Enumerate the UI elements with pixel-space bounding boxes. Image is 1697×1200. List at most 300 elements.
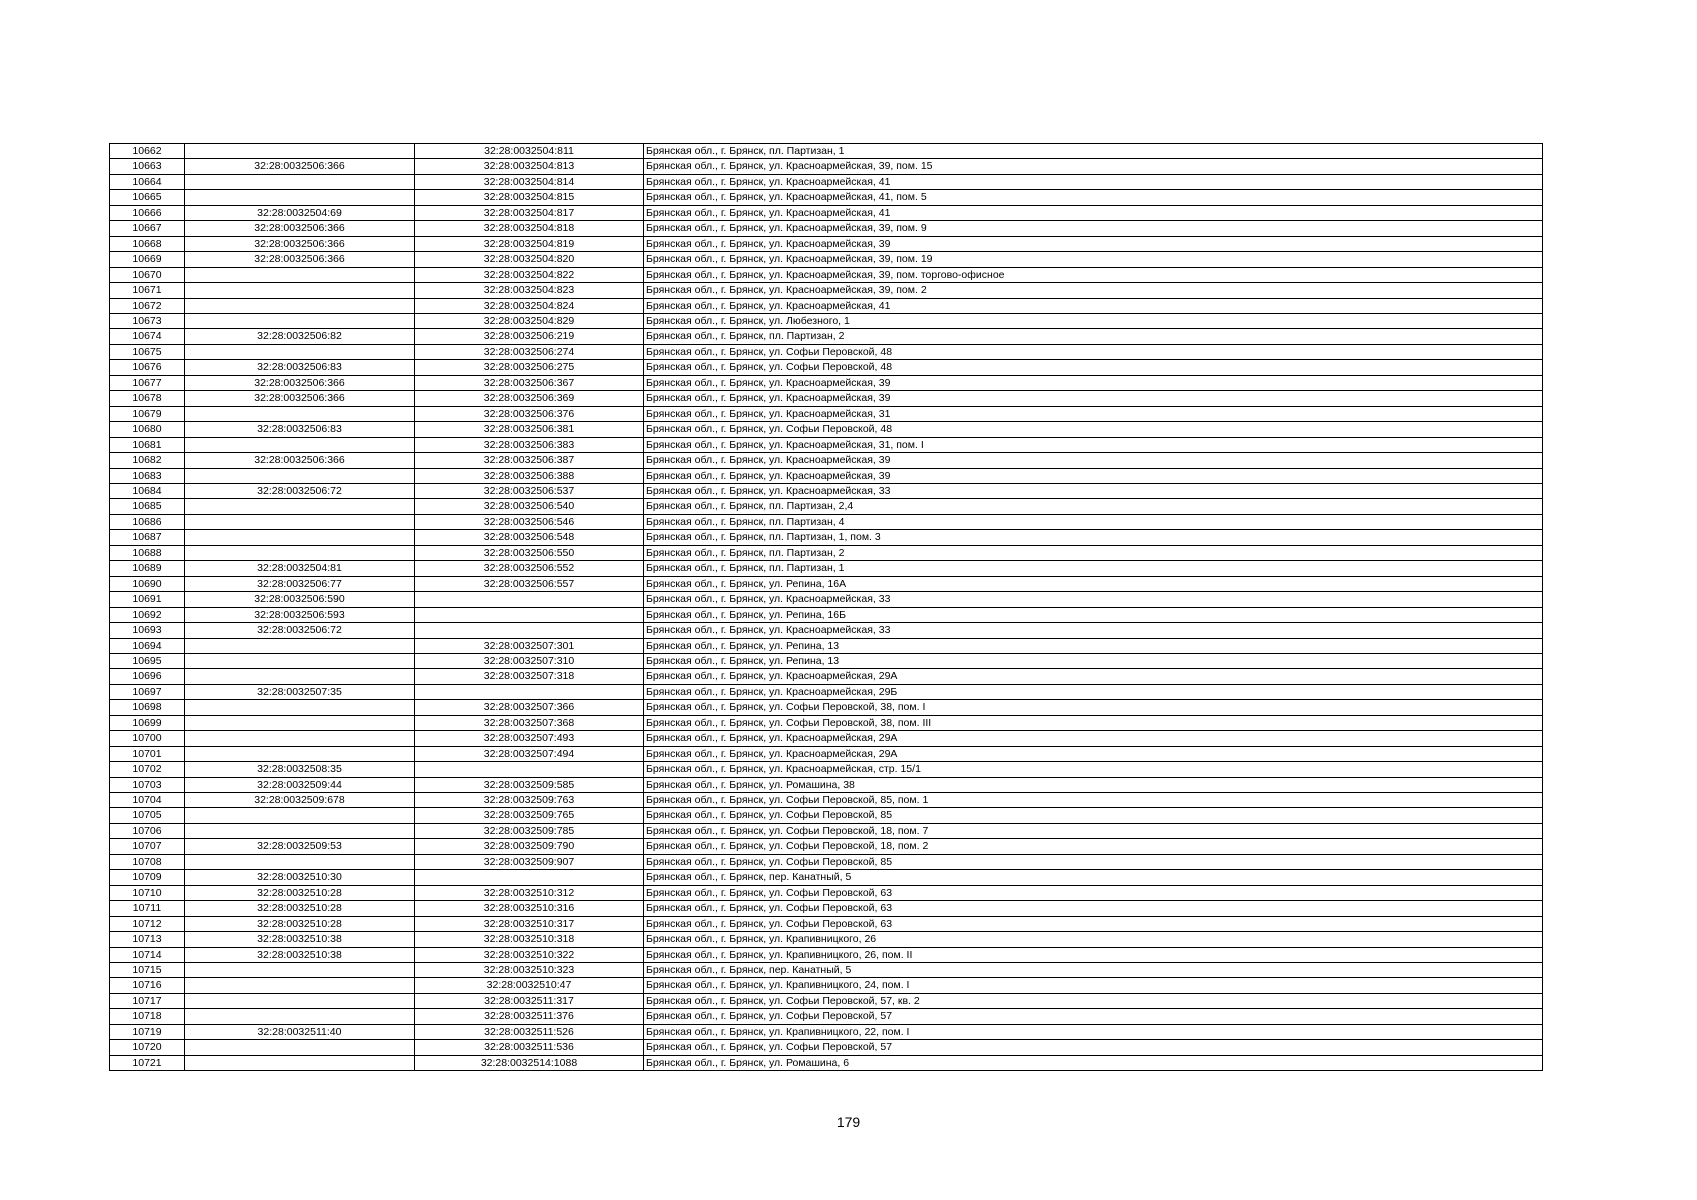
parent-cadastral-cell: 32:28:0032504:81 xyxy=(185,561,415,576)
cadastral-number-cell: 32:28:0032506:383 xyxy=(415,437,644,452)
table-row xyxy=(110,684,1543,699)
table-row xyxy=(110,793,1543,808)
parent-cadastral-cell: 32:28:0032504:69 xyxy=(185,205,415,220)
cadastral-number-cell: 32:28:0032504:815 xyxy=(415,190,644,205)
table-row xyxy=(110,252,1543,267)
cadastral-number-cell: 32:28:0032504:811 xyxy=(415,144,644,159)
cadastral-number-cell: 32:28:0032510:47 xyxy=(415,978,644,993)
address-cell: Брянская обл., г. Брянск, ул. Софьи Перовской, 38, пом. III xyxy=(644,715,1543,730)
address-cell: Брянская обл., г. Брянск, пл. Партизан, 2 xyxy=(644,329,1543,344)
address-cell: Брянская обл., г. Брянск, ул. Красноармейская, 39, пом. 9 xyxy=(644,221,1543,236)
row-number-cell: 10721 xyxy=(110,1055,185,1070)
row-number-cell: 10691 xyxy=(110,592,185,607)
row-number-cell: 10713 xyxy=(110,932,185,947)
table-row xyxy=(110,731,1543,746)
parent-cadastral-cell: 32:28:0032506:83 xyxy=(185,422,415,437)
parent-cadastral-cell: 32:28:0032509:53 xyxy=(185,839,415,854)
address-cell: Брянская обл., г. Брянск, ул. Красноармейская, 31 xyxy=(644,406,1543,421)
cadastral-number-cell: 32:28:0032506:557 xyxy=(415,576,644,591)
table-row xyxy=(110,808,1543,823)
cadastral-number-cell: 32:28:0032509:907 xyxy=(415,854,644,869)
address-cell: Брянская обл., г. Брянск, ул. Красноармейская, 41 xyxy=(644,174,1543,189)
table-row xyxy=(110,623,1543,638)
parent-cadastral-cell: 32:28:0032506:72 xyxy=(185,483,415,498)
row-number-cell: 10667 xyxy=(110,221,185,236)
table-row xyxy=(110,174,1543,189)
cadastral-number-cell: 32:28:0032506:367 xyxy=(415,375,644,390)
cadastral-number-cell: 32:28:0032507:368 xyxy=(415,715,644,730)
cadastral-number-cell: 32:28:0032504:829 xyxy=(415,313,644,328)
row-number-cell: 10692 xyxy=(110,607,185,622)
row-number-cell: 10701 xyxy=(110,746,185,761)
address-cell: Брянская обл., г. Брянск, ул. Красноармейская, 39, пом. торгово-офисное xyxy=(644,267,1543,282)
parent-cadastral-cell xyxy=(185,298,415,313)
row-number-cell: 10686 xyxy=(110,514,185,529)
row-number-cell: 10670 xyxy=(110,267,185,282)
parent-cadastral-cell xyxy=(185,267,415,282)
row-number-cell: 10679 xyxy=(110,406,185,421)
address-cell: Брянская обл., г. Брянск, ул. Репина, 13 xyxy=(644,638,1543,653)
table-row xyxy=(110,329,1543,344)
parent-cadastral-cell: 32:28:0032510:38 xyxy=(185,947,415,962)
table-row xyxy=(110,298,1543,313)
cadastral-number-cell: 32:28:0032504:824 xyxy=(415,298,644,313)
cadastral-number-cell: 32:28:0032507:493 xyxy=(415,731,644,746)
cadastral-number-cell: 32:28:0032509:790 xyxy=(415,839,644,854)
cadastral-number-cell: 32:28:0032504:814 xyxy=(415,174,644,189)
cadastral-number-cell: 32:28:0032506:219 xyxy=(415,329,644,344)
row-number-cell: 10662 xyxy=(110,144,185,159)
parent-cadastral-cell: 32:28:0032506:366 xyxy=(185,221,415,236)
row-number-cell: 10669 xyxy=(110,252,185,267)
table-row xyxy=(110,746,1543,761)
table-row xyxy=(110,963,1543,978)
address-cell: Брянская обл., г. Брянск, пер. Канатный, 5 xyxy=(644,870,1543,885)
cadastral-number-cell: 32:28:0032509:785 xyxy=(415,823,644,838)
row-number-cell: 10698 xyxy=(110,700,185,715)
parent-cadastral-cell xyxy=(185,653,415,668)
table-row xyxy=(110,468,1543,483)
table-row xyxy=(110,669,1543,684)
parent-cadastral-cell: 32:28:0032508:35 xyxy=(185,762,415,777)
row-number-cell: 10664 xyxy=(110,174,185,189)
row-number-cell: 10709 xyxy=(110,870,185,885)
row-number-cell: 10695 xyxy=(110,653,185,668)
parent-cadastral-cell: 32:28:0032506:366 xyxy=(185,159,415,174)
row-number-cell: 10697 xyxy=(110,684,185,699)
table-row xyxy=(110,1040,1543,1055)
parent-cadastral-cell xyxy=(185,823,415,838)
parent-cadastral-cell: 32:28:0032509:678 xyxy=(185,793,415,808)
address-cell: Брянская обл., г. Брянск, ул. Софьи Перовской, 63 xyxy=(644,916,1543,931)
address-cell: Брянская обл., г. Брянск, ул. Софьи Перовской, 85 xyxy=(644,808,1543,823)
row-number-cell: 10672 xyxy=(110,298,185,313)
parent-cadastral-cell: 32:28:0032506:366 xyxy=(185,453,415,468)
cadastral-number-cell: 32:28:0032506:550 xyxy=(415,545,644,560)
table-row xyxy=(110,607,1543,622)
parent-cadastral-cell xyxy=(185,700,415,715)
table-row xyxy=(110,530,1543,545)
row-number-cell: 10689 xyxy=(110,561,185,576)
cadastral-number-cell: 32:28:0032506:376 xyxy=(415,406,644,421)
table-row xyxy=(110,715,1543,730)
parent-cadastral-cell xyxy=(185,437,415,452)
parent-cadastral-cell xyxy=(185,669,415,684)
table-row xyxy=(110,422,1543,437)
row-number-cell: 10696 xyxy=(110,669,185,684)
cadastral-number-cell: 32:28:0032506:387 xyxy=(415,453,644,468)
parent-cadastral-cell xyxy=(185,344,415,359)
row-number-cell: 10665 xyxy=(110,190,185,205)
table-row xyxy=(110,592,1543,607)
parent-cadastral-cell: 32:28:0032506:72 xyxy=(185,623,415,638)
parent-cadastral-cell xyxy=(185,993,415,1008)
parent-cadastral-cell: 32:28:0032506:366 xyxy=(185,391,415,406)
cadastral-number-cell: 32:28:0032504:818 xyxy=(415,221,644,236)
cadastral-number-cell: 32:28:0032506:274 xyxy=(415,344,644,359)
cadastral-number-cell: 32:28:0032504:819 xyxy=(415,236,644,251)
row-number-cell: 10716 xyxy=(110,978,185,993)
cadastral-number-cell: 32:28:0032511:526 xyxy=(415,1024,644,1039)
parent-cadastral-cell xyxy=(185,283,415,298)
table-row xyxy=(110,901,1543,916)
parent-cadastral-cell: 32:28:0032506:366 xyxy=(185,375,415,390)
cadastral-number-cell xyxy=(415,762,644,777)
cadastral-number-cell: 32:28:0032506:552 xyxy=(415,561,644,576)
address-cell: Брянская обл., г. Брянск, ул. Любезного, 1 xyxy=(644,313,1543,328)
cadastral-number-cell: 32:28:0032514:1088 xyxy=(415,1055,644,1070)
cadastral-number-cell: 32:28:0032509:585 xyxy=(415,777,644,792)
cadastral-number-cell: 32:28:0032507:318 xyxy=(415,669,644,684)
cadastral-number-cell: 32:28:0032509:763 xyxy=(415,793,644,808)
table-row xyxy=(110,360,1543,375)
address-cell: Брянская обл., г. Брянск, ул. Красноармейская, 39, пом. 2 xyxy=(644,283,1543,298)
cadastral-number-cell: 32:28:0032504:820 xyxy=(415,252,644,267)
cadastral-number-cell: 32:28:0032510:312 xyxy=(415,885,644,900)
table-row xyxy=(110,885,1543,900)
row-number-cell: 10693 xyxy=(110,623,185,638)
registry-table-body xyxy=(110,144,1543,1071)
address-cell: Брянская обл., г. Брянск, ул. Красноармейская, 39, пом. 19 xyxy=(644,252,1543,267)
cadastral-number-cell: 32:28:0032504:813 xyxy=(415,159,644,174)
table-row xyxy=(110,144,1543,159)
row-number-cell: 10717 xyxy=(110,993,185,1008)
parent-cadastral-cell xyxy=(185,1055,415,1070)
parent-cadastral-cell: 32:28:0032506:82 xyxy=(185,329,415,344)
address-cell: Брянская обл., г. Брянск, ул. Крапивницкого, 26, пом. II xyxy=(644,947,1543,962)
table-row xyxy=(110,221,1543,236)
parent-cadastral-cell: 32:28:0032510:28 xyxy=(185,916,415,931)
parent-cadastral-cell xyxy=(185,854,415,869)
parent-cadastral-cell xyxy=(185,978,415,993)
cadastral-number-cell xyxy=(415,623,644,638)
cadastral-number-cell: 32:28:0032511:536 xyxy=(415,1040,644,1055)
registry-table xyxy=(109,143,1543,1071)
row-number-cell: 10671 xyxy=(110,283,185,298)
address-cell: Брянская обл., г. Брянск, ул. Софьи Перовской, 57, кв. 2 xyxy=(644,993,1543,1008)
row-number-cell: 10684 xyxy=(110,483,185,498)
cadastral-number-cell: 32:28:0032506:275 xyxy=(415,360,644,375)
cadastral-number-cell: 32:28:0032507:310 xyxy=(415,653,644,668)
address-cell: Брянская обл., г. Брянск, ул. Софьи Перовской, 57 xyxy=(644,1040,1543,1055)
address-cell: Брянская обл., г. Брянск, ул. Ромашина, 6 xyxy=(644,1055,1543,1070)
table-row xyxy=(110,499,1543,514)
address-cell: Брянская обл., г. Брянск, пл. Партизан, 2 xyxy=(644,545,1543,560)
parent-cadastral-cell: 32:28:0032511:40 xyxy=(185,1024,415,1039)
address-cell: Брянская обл., г. Брянск, ул. Софьи Перовской, 57 xyxy=(644,1009,1543,1024)
parent-cadastral-cell xyxy=(185,406,415,421)
cadastral-number-cell: 32:28:0032504:822 xyxy=(415,267,644,282)
table-row xyxy=(110,700,1543,715)
row-number-cell: 10700 xyxy=(110,731,185,746)
parent-cadastral-cell: 32:28:0032510:30 xyxy=(185,870,415,885)
address-cell: Брянская обл., г. Брянск, ул. Красноармейская, 39 xyxy=(644,236,1543,251)
cadastral-number-cell: 32:28:0032510:323 xyxy=(415,963,644,978)
table-row xyxy=(110,483,1543,498)
table-row xyxy=(110,267,1543,282)
row-number-cell: 10675 xyxy=(110,344,185,359)
table-row xyxy=(110,283,1543,298)
row-number-cell: 10707 xyxy=(110,839,185,854)
table-row xyxy=(110,978,1543,993)
address-cell: Брянская обл., г. Брянск, пл. Партизан, 4 xyxy=(644,514,1543,529)
parent-cadastral-cell xyxy=(185,144,415,159)
address-cell: Брянская обл., г. Брянск, пл. Партизан, 2,4 xyxy=(644,499,1543,514)
table-row xyxy=(110,1024,1543,1039)
cadastral-number-cell: 32:28:0032507:366 xyxy=(415,700,644,715)
address-cell: Брянская обл., г. Брянск, ул. Софьи Перовской, 48 xyxy=(644,360,1543,375)
row-number-cell: 10706 xyxy=(110,823,185,838)
parent-cadastral-cell xyxy=(185,530,415,545)
address-cell: Брянская обл., г. Брянск, ул. Крапивницкого, 22, пом. I xyxy=(644,1024,1543,1039)
address-cell: Брянская обл., г. Брянск, ул. Красноармейская, 29А xyxy=(644,731,1543,746)
parent-cadastral-cell xyxy=(185,313,415,328)
row-number-cell: 10704 xyxy=(110,793,185,808)
address-cell: Брянская обл., г. Брянск, ул. Софьи Перовской, 18, пом. 7 xyxy=(644,823,1543,838)
row-number-cell: 10712 xyxy=(110,916,185,931)
cadastral-number-cell: 32:28:0032507:494 xyxy=(415,746,644,761)
table-row xyxy=(110,823,1543,838)
address-cell: Брянская обл., г. Брянск, ул. Красноармейская, 39 xyxy=(644,375,1543,390)
address-cell: Брянская обл., г. Брянск, ул. Красноармейская, 29А xyxy=(644,669,1543,684)
row-number-cell: 10715 xyxy=(110,963,185,978)
table-row xyxy=(110,576,1543,591)
address-cell: Брянская обл., г. Брянск, пл. Партизан, 1, пом. 3 xyxy=(644,530,1543,545)
row-number-cell: 10714 xyxy=(110,947,185,962)
cadastral-number-cell: 32:28:0032506:548 xyxy=(415,530,644,545)
cadastral-number-cell: 32:28:0032511:376 xyxy=(415,1009,644,1024)
parent-cadastral-cell: 32:28:0032506:366 xyxy=(185,236,415,251)
cadastral-number-cell: 32:28:0032504:817 xyxy=(415,205,644,220)
address-cell: Брянская обл., г. Брянск, ул. Красноармейская, 39 xyxy=(644,468,1543,483)
parent-cadastral-cell xyxy=(185,1040,415,1055)
cadastral-number-cell: 32:28:0032506:381 xyxy=(415,422,644,437)
cadastral-number-cell: 32:28:0032506:540 xyxy=(415,499,644,514)
cadastral-number-cell: 32:28:0032510:316 xyxy=(415,901,644,916)
table-row xyxy=(110,993,1543,1008)
cadastral-number-cell: 32:28:0032510:317 xyxy=(415,916,644,931)
row-number-cell: 10668 xyxy=(110,236,185,251)
address-cell: Брянская обл., г. Брянск, ул. Софьи Перовской, 38, пом. I xyxy=(644,700,1543,715)
address-cell: Брянская обл., г. Брянск, ул. Софьи Перовской, 18, пом. 2 xyxy=(644,839,1543,854)
parent-cadastral-cell: 32:28:0032509:44 xyxy=(185,777,415,792)
address-cell: Брянская обл., г. Брянск, ул. Софьи Перовской, 63 xyxy=(644,901,1543,916)
parent-cadastral-cell: 32:28:0032506:366 xyxy=(185,252,415,267)
row-number-cell: 10705 xyxy=(110,808,185,823)
parent-cadastral-cell: 32:28:0032510:28 xyxy=(185,901,415,916)
row-number-cell: 10663 xyxy=(110,159,185,174)
cadastral-number-cell: 32:28:0032509:765 xyxy=(415,808,644,823)
cadastral-number-cell xyxy=(415,607,644,622)
table-row xyxy=(110,777,1543,792)
address-cell: Брянская обл., г. Брянск, ул. Красноармейская, 41 xyxy=(644,205,1543,220)
parent-cadastral-cell xyxy=(185,1009,415,1024)
row-number-cell: 10710 xyxy=(110,885,185,900)
parent-cadastral-cell xyxy=(185,808,415,823)
address-cell: Брянская обл., г. Брянск, ул. Красноармейская, 39 xyxy=(644,453,1543,468)
parent-cadastral-cell xyxy=(185,638,415,653)
address-cell: Брянская обл., г. Брянск, ул. Красноармейская, 33 xyxy=(644,483,1543,498)
table-row xyxy=(110,561,1543,576)
cadastral-number-cell: 32:28:0032506:546 xyxy=(415,514,644,529)
row-number-cell: 10719 xyxy=(110,1024,185,1039)
row-number-cell: 10687 xyxy=(110,530,185,545)
address-cell: Брянская обл., г. Брянск, ул. Софьи Перовской, 85 xyxy=(644,854,1543,869)
address-cell: Брянская обл., г. Брянск, ул. Репина, 16Б xyxy=(644,607,1543,622)
address-cell: Брянская обл., г. Брянск, ул. Репина, 13 xyxy=(644,653,1543,668)
table-row xyxy=(110,406,1543,421)
row-number-cell: 10683 xyxy=(110,468,185,483)
table-row xyxy=(110,391,1543,406)
table-row xyxy=(110,1055,1543,1070)
cadastral-number-cell: 32:28:0032510:322 xyxy=(415,947,644,962)
address-cell: Брянская обл., г. Брянск, ул. Красноармейская, 33 xyxy=(644,623,1543,638)
cadastral-number-cell xyxy=(415,870,644,885)
address-cell: Брянская обл., г. Брянск, ул. Красноармейская, 39, пом. 15 xyxy=(644,159,1543,174)
row-number-cell: 10694 xyxy=(110,638,185,653)
row-number-cell: 10718 xyxy=(110,1009,185,1024)
cadastral-number-cell: 32:28:0032506:369 xyxy=(415,391,644,406)
row-number-cell: 10711 xyxy=(110,901,185,916)
row-number-cell: 10699 xyxy=(110,715,185,730)
table-row xyxy=(110,514,1543,529)
table-row xyxy=(110,870,1543,885)
parent-cadastral-cell xyxy=(185,545,415,560)
parent-cadastral-cell: 32:28:0032506:77 xyxy=(185,576,415,591)
address-cell: Брянская обл., г. Брянск, ул. Красноармейская, 41 xyxy=(644,298,1543,313)
address-cell: Брянская обл., г. Брянск, ул. Крапивницкого, 26 xyxy=(644,932,1543,947)
parent-cadastral-cell xyxy=(185,715,415,730)
table-row xyxy=(110,916,1543,931)
cadastral-number-cell xyxy=(415,684,644,699)
address-cell: Брянская обл., г. Брянск, ул. Красноармейская, 29Б xyxy=(644,684,1543,699)
address-cell: Брянская обл., г. Брянск, ул. Софьи Перовской, 48 xyxy=(644,422,1543,437)
table-row xyxy=(110,653,1543,668)
address-cell: Брянская обл., г. Брянск, ул. Софьи Перовской, 63 xyxy=(644,885,1543,900)
parent-cadastral-cell xyxy=(185,963,415,978)
address-cell: Брянская обл., г. Брянск, ул. Красноармейская, 41, пом. 5 xyxy=(644,190,1543,205)
parent-cadastral-cell xyxy=(185,468,415,483)
cadastral-number-cell: 32:28:0032510:318 xyxy=(415,932,644,947)
row-number-cell: 10676 xyxy=(110,360,185,375)
parent-cadastral-cell xyxy=(185,746,415,761)
table-row xyxy=(110,839,1543,854)
row-number-cell: 10673 xyxy=(110,313,185,328)
row-number-cell: 10680 xyxy=(110,422,185,437)
parent-cadastral-cell: 32:28:0032510:28 xyxy=(185,885,415,900)
row-number-cell: 10690 xyxy=(110,576,185,591)
table-row xyxy=(110,236,1543,251)
address-cell: Брянская обл., г. Брянск, ул. Ромашина, 38 xyxy=(644,777,1543,792)
row-number-cell: 10708 xyxy=(110,854,185,869)
table-row xyxy=(110,854,1543,869)
row-number-cell: 10677 xyxy=(110,375,185,390)
cadastral-number-cell: 32:28:0032506:388 xyxy=(415,468,644,483)
address-cell: Брянская обл., г. Брянск, ул. Софьи Перовской, 85, пом. 1 xyxy=(644,793,1543,808)
parent-cadastral-cell xyxy=(185,514,415,529)
row-number-cell: 10703 xyxy=(110,777,185,792)
row-number-cell: 10674 xyxy=(110,329,185,344)
parent-cadastral-cell: 32:28:0032507:35 xyxy=(185,684,415,699)
address-cell: Брянская обл., г. Брянск, ул. Репина, 16А xyxy=(644,576,1543,591)
row-number-cell: 10685 xyxy=(110,499,185,514)
cadastral-number-cell: 32:28:0032506:537 xyxy=(415,483,644,498)
cadastral-number-cell: 32:28:0032504:823 xyxy=(415,283,644,298)
address-cell: Брянская обл., г. Брянск, ул. Красноармейская, 33 xyxy=(644,592,1543,607)
page-number: 179 xyxy=(836,1114,861,1130)
parent-cadastral-cell xyxy=(185,190,415,205)
cadastral-number-cell: 32:28:0032511:317 xyxy=(415,993,644,1008)
parent-cadastral-cell: 32:28:0032506:593 xyxy=(185,607,415,622)
address-cell: Брянская обл., г. Брянск, ул. Красноармейская, 31, пом. I xyxy=(644,437,1543,452)
row-number-cell: 10678 xyxy=(110,391,185,406)
parent-cadastral-cell: 32:28:0032506:83 xyxy=(185,360,415,375)
parent-cadastral-cell xyxy=(185,731,415,746)
table-row xyxy=(110,947,1543,962)
row-number-cell: 10720 xyxy=(110,1040,185,1055)
table-row xyxy=(110,638,1543,653)
table-row xyxy=(110,453,1543,468)
row-number-cell: 10688 xyxy=(110,545,185,560)
table-row xyxy=(110,375,1543,390)
row-number-cell: 10666 xyxy=(110,205,185,220)
table-row xyxy=(110,313,1543,328)
address-cell: Брянская обл., г. Брянск, пер. Канатный, 5 xyxy=(644,963,1543,978)
address-cell: Брянская обл., г. Брянск, ул. Красноармейская, 39 xyxy=(644,391,1543,406)
parent-cadastral-cell: 32:28:0032510:38 xyxy=(185,932,415,947)
address-cell: Брянская обл., г. Брянск, ул. Красноармейская, 29А xyxy=(644,746,1543,761)
row-number-cell: 10702 xyxy=(110,762,185,777)
row-number-cell: 10681 xyxy=(110,437,185,452)
address-cell: Брянская обл., г. Брянск, пл. Партизан, 1 xyxy=(644,561,1543,576)
cadastral-number-cell xyxy=(415,592,644,607)
table-row xyxy=(110,545,1543,560)
table-row xyxy=(110,437,1543,452)
table-row xyxy=(110,344,1543,359)
address-cell: Брянская обл., г. Брянск, ул. Крапивницкого, 24, пом. I xyxy=(644,978,1543,993)
cadastral-number-cell: 32:28:0032507:301 xyxy=(415,638,644,653)
table-row xyxy=(110,762,1543,777)
table-row xyxy=(110,190,1543,205)
address-cell: Брянская обл., г. Брянск, пл. Партизан, 1 xyxy=(644,144,1543,159)
row-number-cell: 10682 xyxy=(110,453,185,468)
table-row xyxy=(110,932,1543,947)
address-cell: Брянская обл., г. Брянск, ул. Красноармейская, стр. 15/1 xyxy=(644,762,1543,777)
parent-cadastral-cell xyxy=(185,174,415,189)
parent-cadastral-cell: 32:28:0032506:590 xyxy=(185,592,415,607)
table-row xyxy=(110,159,1543,174)
table-row xyxy=(110,205,1543,220)
